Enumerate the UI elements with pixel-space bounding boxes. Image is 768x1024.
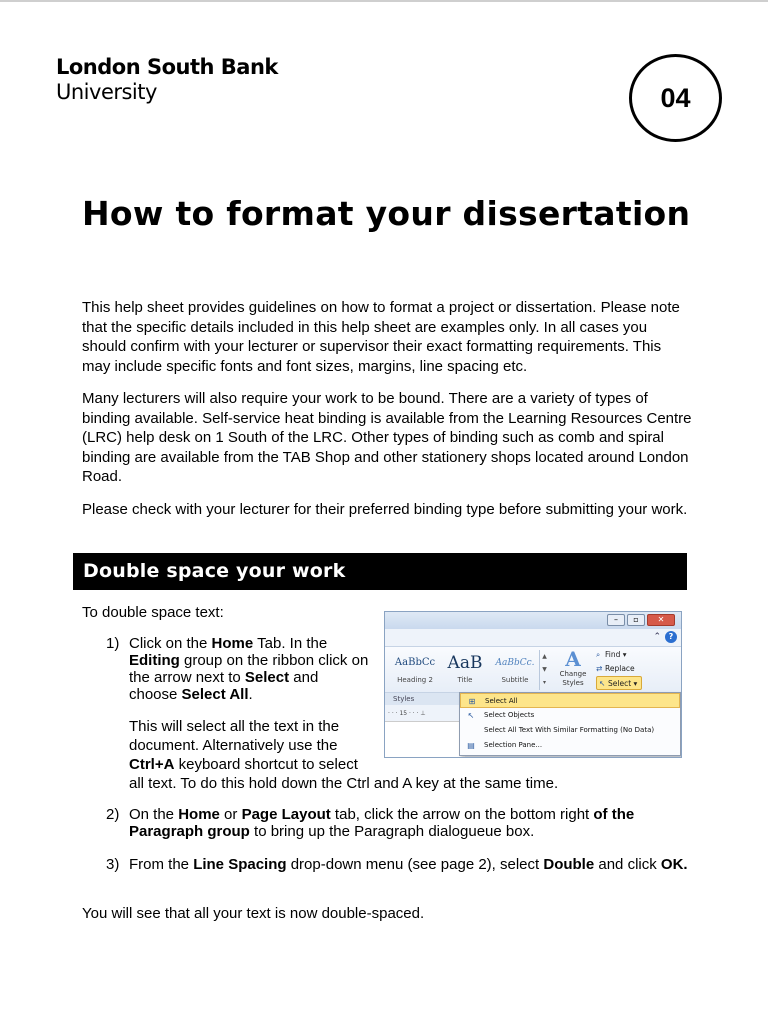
step-2-t1: On the (129, 806, 179, 823)
find-button: ⌕ Find ▾ (596, 648, 656, 662)
select-all-icon: ⊞ (468, 697, 476, 706)
menu-item-selection-pane (460, 738, 680, 753)
style-title (439, 652, 491, 684)
style-subtitle-preview: AaBbCc. (495, 658, 535, 668)
ribbon-collapse-icon: ⌃ (653, 632, 661, 642)
gallery-down-icon: ▼ (542, 666, 547, 673)
menu-item-selection-pane-label: Selection Pane... (484, 741, 543, 749)
find-label: Find (605, 650, 621, 659)
style-subtitle-label: Subtitle (501, 676, 529, 684)
help-icon: ? (665, 631, 677, 643)
step-2-number: 2) (106, 806, 120, 823)
gallery-more-icon: ▾ (542, 679, 546, 686)
style-heading-2 (389, 652, 441, 684)
step-1-continuation-2: all text. To do this hold down the Ctrl and A key at the same time. (129, 775, 559, 792)
menu-item-select-all (460, 693, 680, 708)
intro-paragraph-1: This help sheet provides guidelines on how to format a project or dissertation. Please note that the specific details included in this help sheet are examples only. In all cases you should confirm with your lecturer or supervisor their exact formatting requirements. This may include specific fonts and font sizes, margins, line spacing etc. (82, 299, 680, 375)
selection-pane-icon: ▤ (467, 741, 475, 750)
step-2-t4: to bring up the Paragraph dialogueue box. (249, 823, 535, 840)
step-1-text (129, 635, 369, 703)
step-1-t2: Tab. In the (253, 635, 328, 652)
style-subtitle (489, 652, 541, 684)
menu-item-select-similar-label: Select All Text With Similar Formatting (No Data) (484, 726, 655, 734)
screenshot-titlebar (385, 612, 681, 629)
select-dropdown-menu (459, 692, 681, 756)
university-logo (56, 54, 278, 104)
ruler: · · · 15 · · · ⊥ (388, 710, 426, 717)
menu-item-select-all-label: Select All (485, 697, 518, 705)
change-styles-label: Change Styles (559, 670, 587, 687)
step-3-t1: From the (129, 856, 194, 873)
change-styles-icon: A (565, 647, 581, 671)
step-2-home: Home (178, 806, 220, 823)
step-3-double: Double (543, 856, 595, 873)
styles-group-label: Styles (385, 692, 681, 705)
step-1-select-all: Select All (181, 686, 249, 703)
style-title-preview: AaB (447, 653, 483, 673)
minimize-icon: – (607, 614, 625, 626)
section-outro: You will see that all your text is now double-spaced. (82, 905, 425, 922)
close-icon: ✕ (647, 614, 675, 626)
section-heading: Double space your work (73, 553, 687, 590)
ribbon-screenshot (384, 611, 682, 758)
step-2-paragraph-group: of the Paragraph group (129, 806, 635, 840)
style-heading-2-label: Heading 2 (397, 676, 433, 684)
menu-item-select-objects-label: Select Objects (484, 711, 535, 719)
select-button: ↖ Select ▾ (596, 676, 642, 690)
ribbon-help-row (653, 631, 677, 643)
step-1-c1: This will select all the text in the document. Alternatively use the (129, 718, 340, 754)
style-title-label: Title (457, 676, 473, 684)
step-2-text (129, 806, 689, 840)
page-title: How to format your dissertation (82, 194, 691, 233)
replace-label: Replace (605, 664, 635, 673)
select-objects-icon: ↖ (467, 711, 475, 720)
step-1-t3: group on the ribbon click on the arrow next to (129, 652, 369, 686)
step-3-number: 3) (106, 856, 120, 873)
step-1-number: 1) (106, 635, 120, 652)
logo-line-2: University (56, 80, 157, 104)
step-3-line-spacing: Line Spacing (193, 856, 287, 873)
step-1-continuation (129, 717, 364, 774)
select-icon: ↖ (599, 679, 606, 688)
document-area (385, 721, 465, 758)
replace-icon: ⇄ (596, 664, 603, 673)
menu-item-select-objects (460, 708, 680, 723)
menu-item-select-similar (460, 723, 680, 738)
gallery-up-icon: ▲ (542, 653, 547, 660)
step-2-page-layout: Page Layout (241, 806, 331, 823)
step-1-editing: Editing (129, 652, 180, 669)
sheet-number-badge: 04 (629, 54, 722, 142)
step-3-text (129, 856, 689, 873)
editing-group (596, 648, 656, 690)
step-1-select: Select (244, 669, 290, 686)
intro-paragraph-2: Many lecturers will also require your work to be bound. There are a variety of types of binding available. Self-service heat binding is available from the Learning Resources Centre (LRC) help desk on 1 South of the LRC. Other types of binding such as comb and spiral binding are available from the TAB Shop and other stationery shops located around London Road. (82, 390, 692, 485)
styles-gallery-scroll (539, 650, 549, 690)
step-1-t4: and choose (129, 669, 319, 703)
step-2-t2: or (219, 806, 242, 823)
style-heading-2-preview: AaBbCc (394, 657, 436, 668)
step-1-t1: Click on the (129, 635, 212, 652)
logo-line-1: London South Bank (56, 55, 278, 79)
step-1-home: Home (211, 635, 254, 652)
step-3-ok: OK. (660, 856, 688, 873)
change-styles-button (555, 648, 591, 688)
replace-button (596, 662, 656, 676)
intro-paragraph-3: Please check with your lecturer for their preferred binding type before submitting your work. (82, 501, 688, 518)
find-icon: ⌕ (596, 650, 601, 659)
step-2-t3: tab, click the arrow on the bottom right (330, 806, 594, 823)
step-1-c2: keyboard shortcut to select (174, 756, 358, 773)
step-1-t5: . (248, 686, 253, 703)
restore-icon: ▫ (627, 614, 645, 626)
select-label: Select (608, 679, 632, 688)
step-1-ctrl-a: Ctrl+A (129, 756, 175, 773)
section-intro: To double space text: (82, 604, 224, 621)
step-3-t3: and click (594, 856, 661, 873)
step-3-t2: drop-down menu (see page 2), select (286, 856, 544, 873)
top-rule (0, 0, 768, 2)
